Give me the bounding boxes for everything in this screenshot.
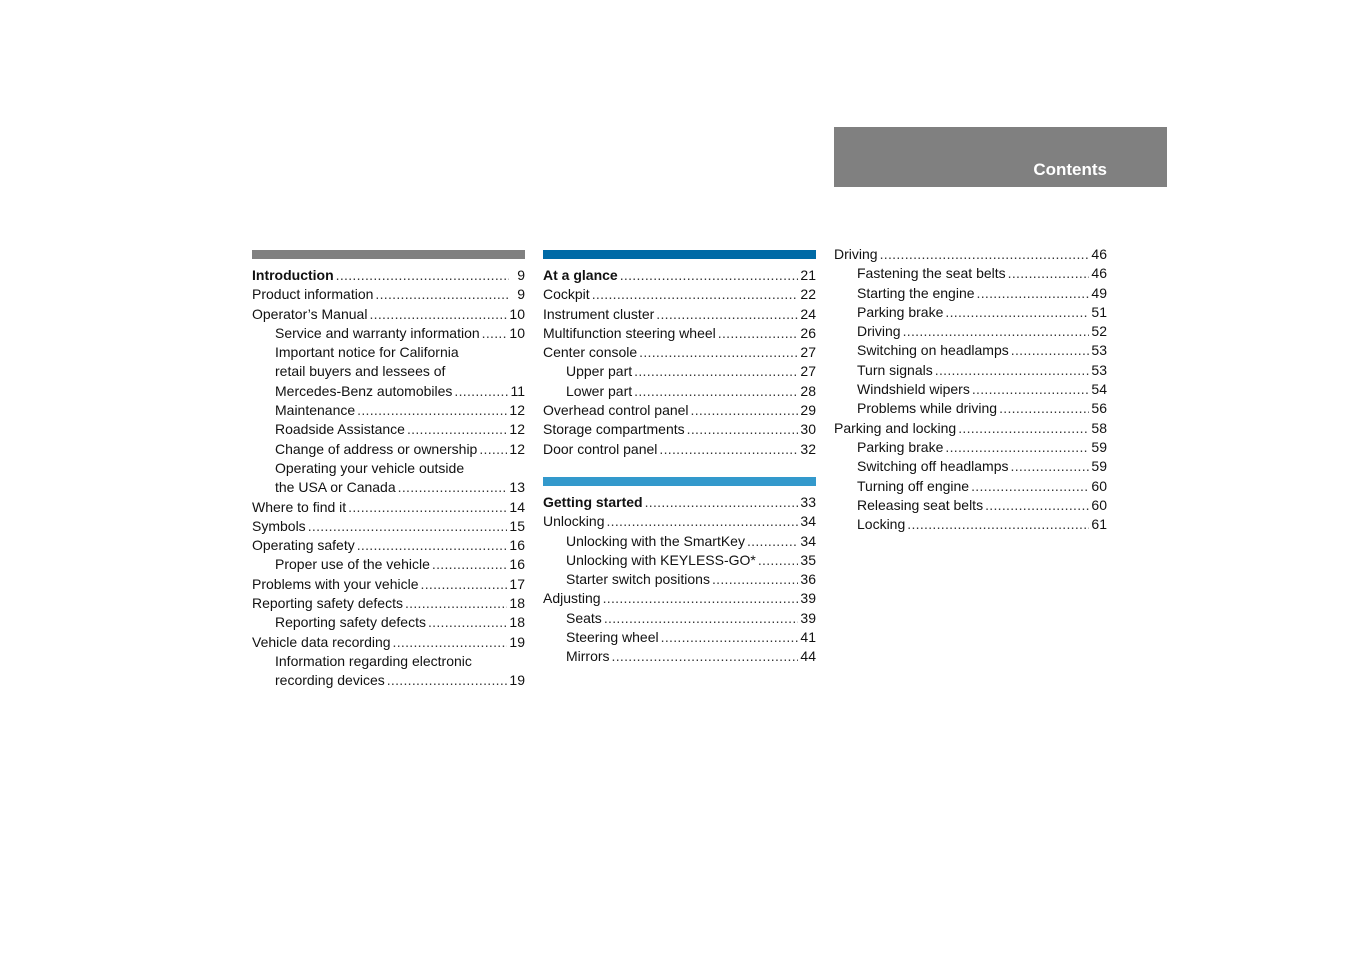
toc-entry-page: 51 [1091,303,1107,320]
toc-entry-page: 13 [509,479,525,496]
toc-entry-page: 34 [800,513,816,530]
toc-entry[interactable] [834,477,1107,496]
toc-leader-dots [958,419,1089,438]
toc-entry[interactable] [834,303,1107,322]
toc-entry-page: 52 [1091,323,1107,340]
toc-entry-page: 19 [509,672,525,689]
toc-entry[interactable] [252,517,525,536]
toc-entry[interactable] [252,594,525,613]
toc-entry-label: retail buyers and lessees of [275,363,446,380]
toc-entry[interactable] [834,419,1107,438]
toc-entry[interactable] [252,575,525,594]
toc-entry[interactable] [252,401,525,420]
toc-leader-dots [935,361,1090,380]
toc-column-1 [252,250,525,691]
toc-entry-label: Switching off headlamps [857,458,1009,475]
toc-entry-label: At a glance [543,267,618,283]
toc-leader-dots [634,362,798,381]
toc-entry-page: 30 [800,421,816,438]
toc-leader-dots [482,324,508,343]
toc-entry-page: 36 [800,571,816,588]
toc-entry-label: Symbols [252,517,306,534]
toc-leader-dots [661,628,799,647]
toc-leader-dots [405,594,507,613]
toc-entry-label: Fastening the seat belts [857,265,1006,282]
toc-entry[interactable] [834,457,1107,476]
page-title: Contents [1033,160,1107,179]
toc-leader-dots [645,493,799,512]
toc-entry-page: 22 [800,286,816,303]
toc-entry-page: 9 [517,267,525,283]
toc-entry-page: 60 [1091,496,1107,513]
toc-entry-page: 53 [1091,342,1107,359]
section-bar [252,250,525,259]
toc-entry[interactable] [834,322,1107,341]
toc-entry[interactable] [834,399,1107,418]
toc-entry-label: Overhead control panel [543,402,689,419]
toc-entry-label: Change of address or ownership [275,440,478,457]
toc-leader-dots [428,613,507,632]
toc-leader-dots [620,266,799,285]
toc-entry[interactable] [834,361,1107,380]
toc-entry-page: 58 [1091,419,1107,436]
toc-leader-dots [393,633,508,652]
toc-entry[interactable] [252,343,525,362]
toc-leader-dots [945,303,1089,322]
toc-entry-label: Operator’s Manual [252,305,368,322]
toc-entry[interactable] [543,609,816,628]
toc-entry-label: Door control panel [543,440,658,457]
toc-leader-dots [907,515,1089,534]
toc-leader-dots [687,420,799,439]
toc-leader-dots [999,399,1089,418]
toc-entry-label: Getting started [543,493,643,510]
toc-leader-dots [606,512,798,531]
toc-entry-label: Driving [834,246,878,262]
toc-entry-label: Reporting safety defects [275,614,426,631]
toc-entry-page: 28 [800,382,816,399]
toc-leader-dots [357,536,508,555]
section-bar [543,477,816,486]
toc-entry[interactable] [834,284,1107,303]
toc-leader-dots [971,477,1089,496]
toc-entry-page: 12 [509,402,525,419]
toc-leader-dots [407,420,507,439]
toc-entry-label: Multifunction steering wheel [543,324,716,341]
toc-leader-dots [432,555,508,574]
toc-entry[interactable] [543,362,816,381]
toc-leader-dots [357,401,507,420]
toc-entry-label: Starter switch positions [566,571,710,588]
toc-entry[interactable] [543,285,816,304]
toc-entry-label: Introduction [252,267,334,283]
toc-entry-page: 19 [509,633,525,650]
toc-entry-page: 61 [1091,516,1107,533]
toc-leader-dots [712,570,798,589]
section-gap [543,459,816,477]
toc-column-2 [543,250,816,667]
toc-leader-dots [387,671,508,690]
toc-entry[interactable] [543,532,816,551]
toc-leader-dots [634,382,798,401]
toc-leader-dots [454,382,508,401]
toc-entry-label: Problems while driving [857,400,998,417]
toc-entry-page: 27 [800,363,816,380]
toc-entry-page: 12 [509,440,525,457]
toc-entry-label: Steering wheel [566,629,659,646]
toc-entry-label: Unlocking with KEYLESS-GO* [566,551,756,568]
toc-entry[interactable] [834,245,1107,264]
section-bar [543,250,816,259]
toc-entry-label: Roadside Assistance [275,421,405,438]
toc-entry-page: 21 [800,267,816,283]
toc-entry-label: Storage compartments [543,421,685,438]
toc-entry-label: Adjusting [543,590,601,607]
toc-entry-label: Turn signals [857,361,933,378]
contents-header [834,127,1167,187]
toc-entry-page: 32 [800,440,816,457]
toc-leader-dots [398,478,508,497]
toc-leader-dots [758,551,799,570]
toc-entry[interactable] [252,652,525,671]
toc-entry-page: 35 [800,551,816,568]
toc-entry-label: Maintenance [275,402,356,419]
toc-leader-dots [369,305,507,324]
toc-entry-label: Parking brake [857,303,944,320]
toc-entry-page: 10 [509,305,525,322]
toc-entry[interactable] [252,555,525,574]
toc-entry-label: Driving [857,323,901,340]
toc-leader-dots [659,440,798,459]
toc-entry-label: Where to find it [252,498,347,515]
toc-entry-page: 16 [509,556,525,573]
toc-entry-page: 18 [509,595,525,612]
toc-entry-page: 44 [800,648,816,665]
toc-entry-label: the USA or Canada [275,479,396,496]
toc-entry-label: Service and warranty information [275,324,480,341]
toc-leader-dots [945,438,1089,457]
toc-entry[interactable] [252,362,525,381]
toc-entry-page: 46 [1091,246,1107,262]
toc-leader-dots [421,575,508,594]
toc-leader-dots [1011,341,1090,360]
toc-entry-page: 46 [1091,265,1107,282]
toc-entry-page: 15 [509,517,525,534]
toc-entry[interactable] [834,264,1107,283]
toc-entry[interactable] [252,478,525,497]
toc-entry[interactable] [252,382,525,401]
toc-leader-dots [604,609,799,628]
toc-entry-page: 9 [517,286,525,303]
toc-leader-dots [880,245,1090,264]
toc-entry[interactable] [543,570,816,589]
toc-entry-page: 60 [1091,477,1107,494]
toc-entry[interactable] [543,420,816,439]
toc-entry[interactable] [543,382,816,401]
toc-entry[interactable] [543,440,816,459]
toc-entry-label: Locking [857,516,906,533]
toc-entry-page: 34 [800,532,816,549]
toc-leader-dots [903,322,1090,341]
toc-leader-dots [691,401,799,420]
toc-leader-dots [1011,457,1090,476]
toc-entry[interactable] [252,671,525,690]
toc-entry-label: Releasing seat belts [857,496,984,513]
toc-entry[interactable] [543,401,816,420]
toc-entry[interactable] [834,515,1107,534]
toc-entry-label: Unlocking [543,513,605,530]
toc-leader-dots [639,343,798,362]
toc-entry-page: 12 [509,421,525,438]
toc-leader-dots [977,284,1090,303]
toc-entry-label: Parking and locking [834,419,957,436]
toc-entry-label: Seats [566,609,602,626]
toc-entry[interactable] [543,343,816,362]
toc-leader-dots [336,266,509,285]
toc-entry[interactable] [252,420,525,439]
toc-entry-label: Reporting safety defects [252,595,403,612]
toc-entry-label: Operating safety [252,537,355,554]
toc-leader-dots [1008,264,1090,283]
toc-entry[interactable] [252,613,525,632]
toc-entry-page: 26 [800,324,816,341]
toc-entry[interactable] [252,536,525,555]
toc-entry-label: Lower part [566,382,633,399]
toc-entry-page: 39 [800,609,816,626]
toc-leader-dots [656,305,798,324]
toc-entry[interactable] [252,440,525,459]
toc-entry[interactable] [252,633,525,652]
toc-entry[interactable] [543,512,816,531]
toc-entry-label: Switching on headlamps [857,342,1009,359]
toc-leader-dots [592,285,799,304]
toc-leader-dots [375,285,509,304]
toc-entry[interactable] [543,589,816,608]
toc-entry[interactable] [543,493,816,512]
toc-entry-page: 59 [1091,438,1107,455]
toc-entry-label: recording devices [275,672,385,689]
toc-leader-dots [348,498,507,517]
toc-entry-page: 10 [509,324,525,341]
toc-entry[interactable] [252,305,525,324]
toc-entry-page: 49 [1091,284,1107,301]
toc-entry[interactable] [834,380,1107,399]
toc-leader-dots [308,517,508,536]
toc-entry-page: 24 [800,305,816,322]
toc-entry-label: Unlocking with the SmartKey [566,532,745,549]
toc-entry-label: Mirrors [566,648,610,665]
toc-entry-label: Cockpit [543,286,590,303]
toc-entry-label: Instrument cluster [543,305,655,322]
toc-entry-page: 14 [509,498,525,515]
toc-entry[interactable] [834,341,1107,360]
toc-entry-label: Turning off engine [857,477,970,494]
toc-entry-page: 11 [510,382,525,399]
toc-entry-page: 39 [800,590,816,607]
toc-entry[interactable] [543,551,816,570]
toc-entry-label: Mercedes-Benz automobiles [275,382,453,399]
toc-entry[interactable] [543,266,816,285]
toc-entry-page: 33 [800,493,816,510]
toc-leader-dots [972,380,1090,399]
toc-leader-dots [479,440,507,459]
toc-entry-page: 17 [509,575,525,592]
toc-entry[interactable] [543,628,816,647]
toc-entry-page: 27 [800,344,816,361]
toc-column-3 [834,245,1107,534]
toc-entry[interactable] [543,305,816,324]
toc-entry-page: 18 [509,614,525,631]
toc-entry-label: Operating your vehicle outside [275,459,465,476]
toc-leader-dots [612,647,799,666]
toc-entry-label: Parking brake [857,438,944,455]
toc-entry[interactable] [834,496,1107,515]
toc-entry[interactable] [543,324,816,343]
toc-entry[interactable] [252,266,525,285]
toc-entry-label: Upper part [566,363,633,380]
toc-entry-page: 29 [800,402,816,419]
toc-entry[interactable] [252,285,525,304]
toc-entry-label: Information regarding electronic [275,652,472,669]
toc-leader-dots [747,532,798,551]
toc-entry[interactable] [543,647,816,666]
toc-entry-page: 41 [800,629,816,646]
toc-entry-label: Important notice for California [275,344,459,361]
toc-entry-label: Proper use of the vehicle [275,556,430,573]
toc-entry-page: 56 [1091,400,1107,417]
toc-entry-label: Problems with your vehicle [252,575,419,592]
toc-entry-page: 54 [1091,381,1107,398]
toc-entry[interactable] [252,459,525,478]
toc-entry-page: 53 [1091,361,1107,378]
toc-entry-label: Center console [543,344,638,361]
toc-leader-dots [718,324,799,343]
toc-entry[interactable] [252,498,525,517]
toc-leader-dots [985,496,1089,515]
toc-entry-label: Vehicle data recording [252,633,391,650]
toc-entry-page: 16 [509,537,525,554]
toc-entry-page: 59 [1091,458,1107,475]
toc-leader-dots [603,589,799,608]
toc-entry-label: Product information [252,286,374,303]
toc-entry-label: Windshield wipers [857,381,970,398]
toc-entry[interactable] [252,324,525,343]
toc-entry[interactable] [834,438,1107,457]
toc-entry-label: Starting the engine [857,284,975,301]
